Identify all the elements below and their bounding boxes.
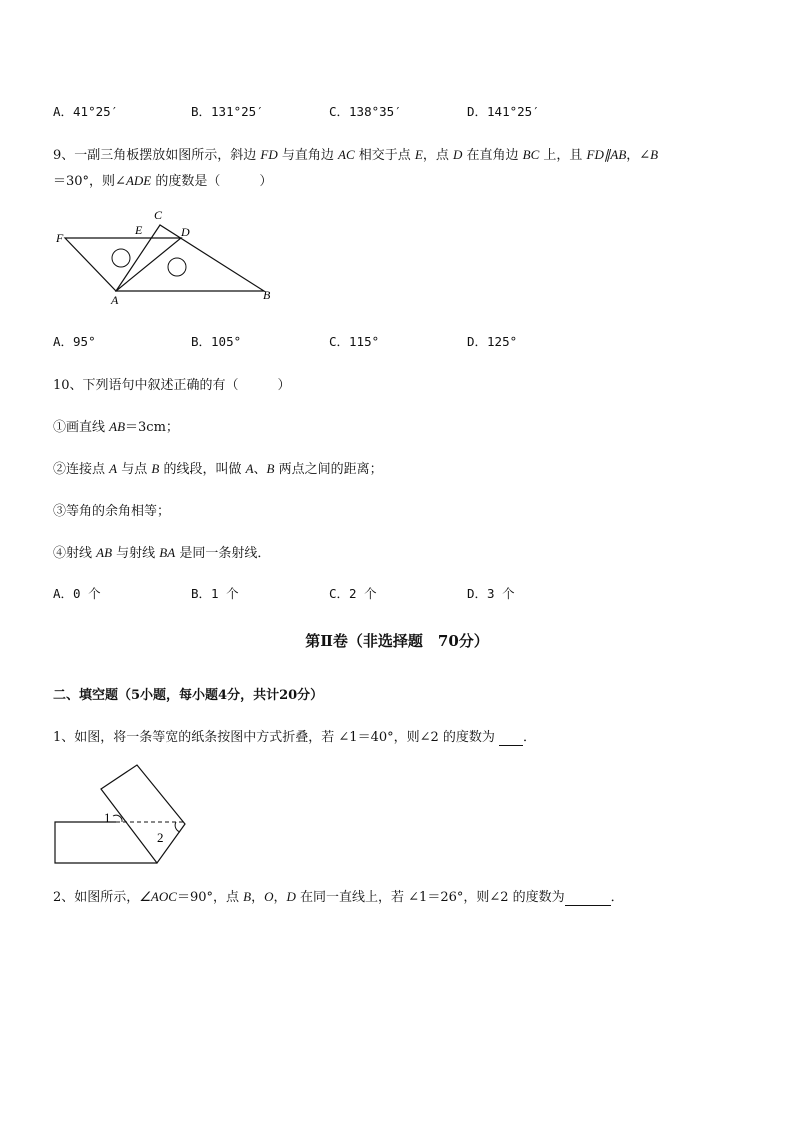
fill2-answer-blank[interactable] xyxy=(565,890,611,906)
fill1-question: 1、如图，将一条等宽的纸条按图中方式折叠，若 ∠1＝40°，则∠2 的度数为 ． xyxy=(53,730,537,745)
q8-option-c: C．138°35′ xyxy=(329,104,402,119)
label-c: C xyxy=(154,208,163,222)
q10-option-b: B．1 个 xyxy=(191,586,239,601)
q9-option-a: A．95° xyxy=(53,334,96,349)
q10-statement-4: ④射线 AB 与射线 BA 是同一条射线． xyxy=(53,545,271,561)
q8-option-a: A．41°25′ xyxy=(53,104,119,119)
q10-stem: 10、下列语句中叙述正确的有（ ） xyxy=(53,378,291,393)
q10-option-c: C．2 个 xyxy=(329,586,377,601)
angle1-label: 1 xyxy=(104,810,111,825)
label-f: F xyxy=(56,231,64,245)
angle2-arc xyxy=(175,822,180,832)
q9-option-b: B．105° xyxy=(191,334,242,349)
q9-option-c: C．115° xyxy=(329,334,380,349)
q8-option-d: D．141°25′ xyxy=(467,104,540,119)
label-d: D xyxy=(181,225,190,239)
triangle-fda xyxy=(65,238,181,291)
q10-statement-2: ②连接点 A 与点 B 的线段，叫做 A、B 两点之间的距离； xyxy=(53,461,383,477)
part2-title: 第Ⅱ卷（非选择题 70分） xyxy=(305,632,489,650)
fill2-question: 2、如图所示，∠AOC＝90°，点 B，O，D 在同一直线上，若 ∠1＝26°，则∠2 的度数为 ． xyxy=(53,889,624,905)
section2-title: 二、填空题（5小题，每小题4分，共计20分） xyxy=(53,688,324,703)
fill1-folded-strip-figure xyxy=(50,760,195,870)
q10-statement-1: ①画直线 AB＝3cm； xyxy=(53,419,179,435)
q9-stem-line1: 9、一副三角板摆放如图所示，斜边 FD 与直角边 AC 相交于点 E，点 D 在直角边 BC 上，且 FD∥AB，∠B xyxy=(53,147,659,163)
q10-option-a: A．0 个 xyxy=(53,586,101,601)
q10-statement-3: ③等角的余角相等； xyxy=(53,504,171,519)
circle-left xyxy=(112,249,130,267)
label-b: B xyxy=(263,288,271,302)
angle1-arc xyxy=(113,815,122,822)
label-e: E xyxy=(135,223,143,237)
label-a: A xyxy=(111,293,119,307)
fill1-answer-blank[interactable] xyxy=(499,730,523,746)
circle-right xyxy=(168,258,186,276)
q9-stem-line2: ＝30°，则∠ADE 的度数是（ ） xyxy=(53,173,273,189)
angle2-label: 2 xyxy=(157,830,164,845)
strip-folded xyxy=(101,765,185,863)
q9-option-d: D．125° xyxy=(467,334,518,349)
q10-option-d: D．3 个 xyxy=(467,586,515,601)
q9-triangle-figure xyxy=(50,205,290,310)
q8-option-b: B．131°25′ xyxy=(191,104,264,119)
